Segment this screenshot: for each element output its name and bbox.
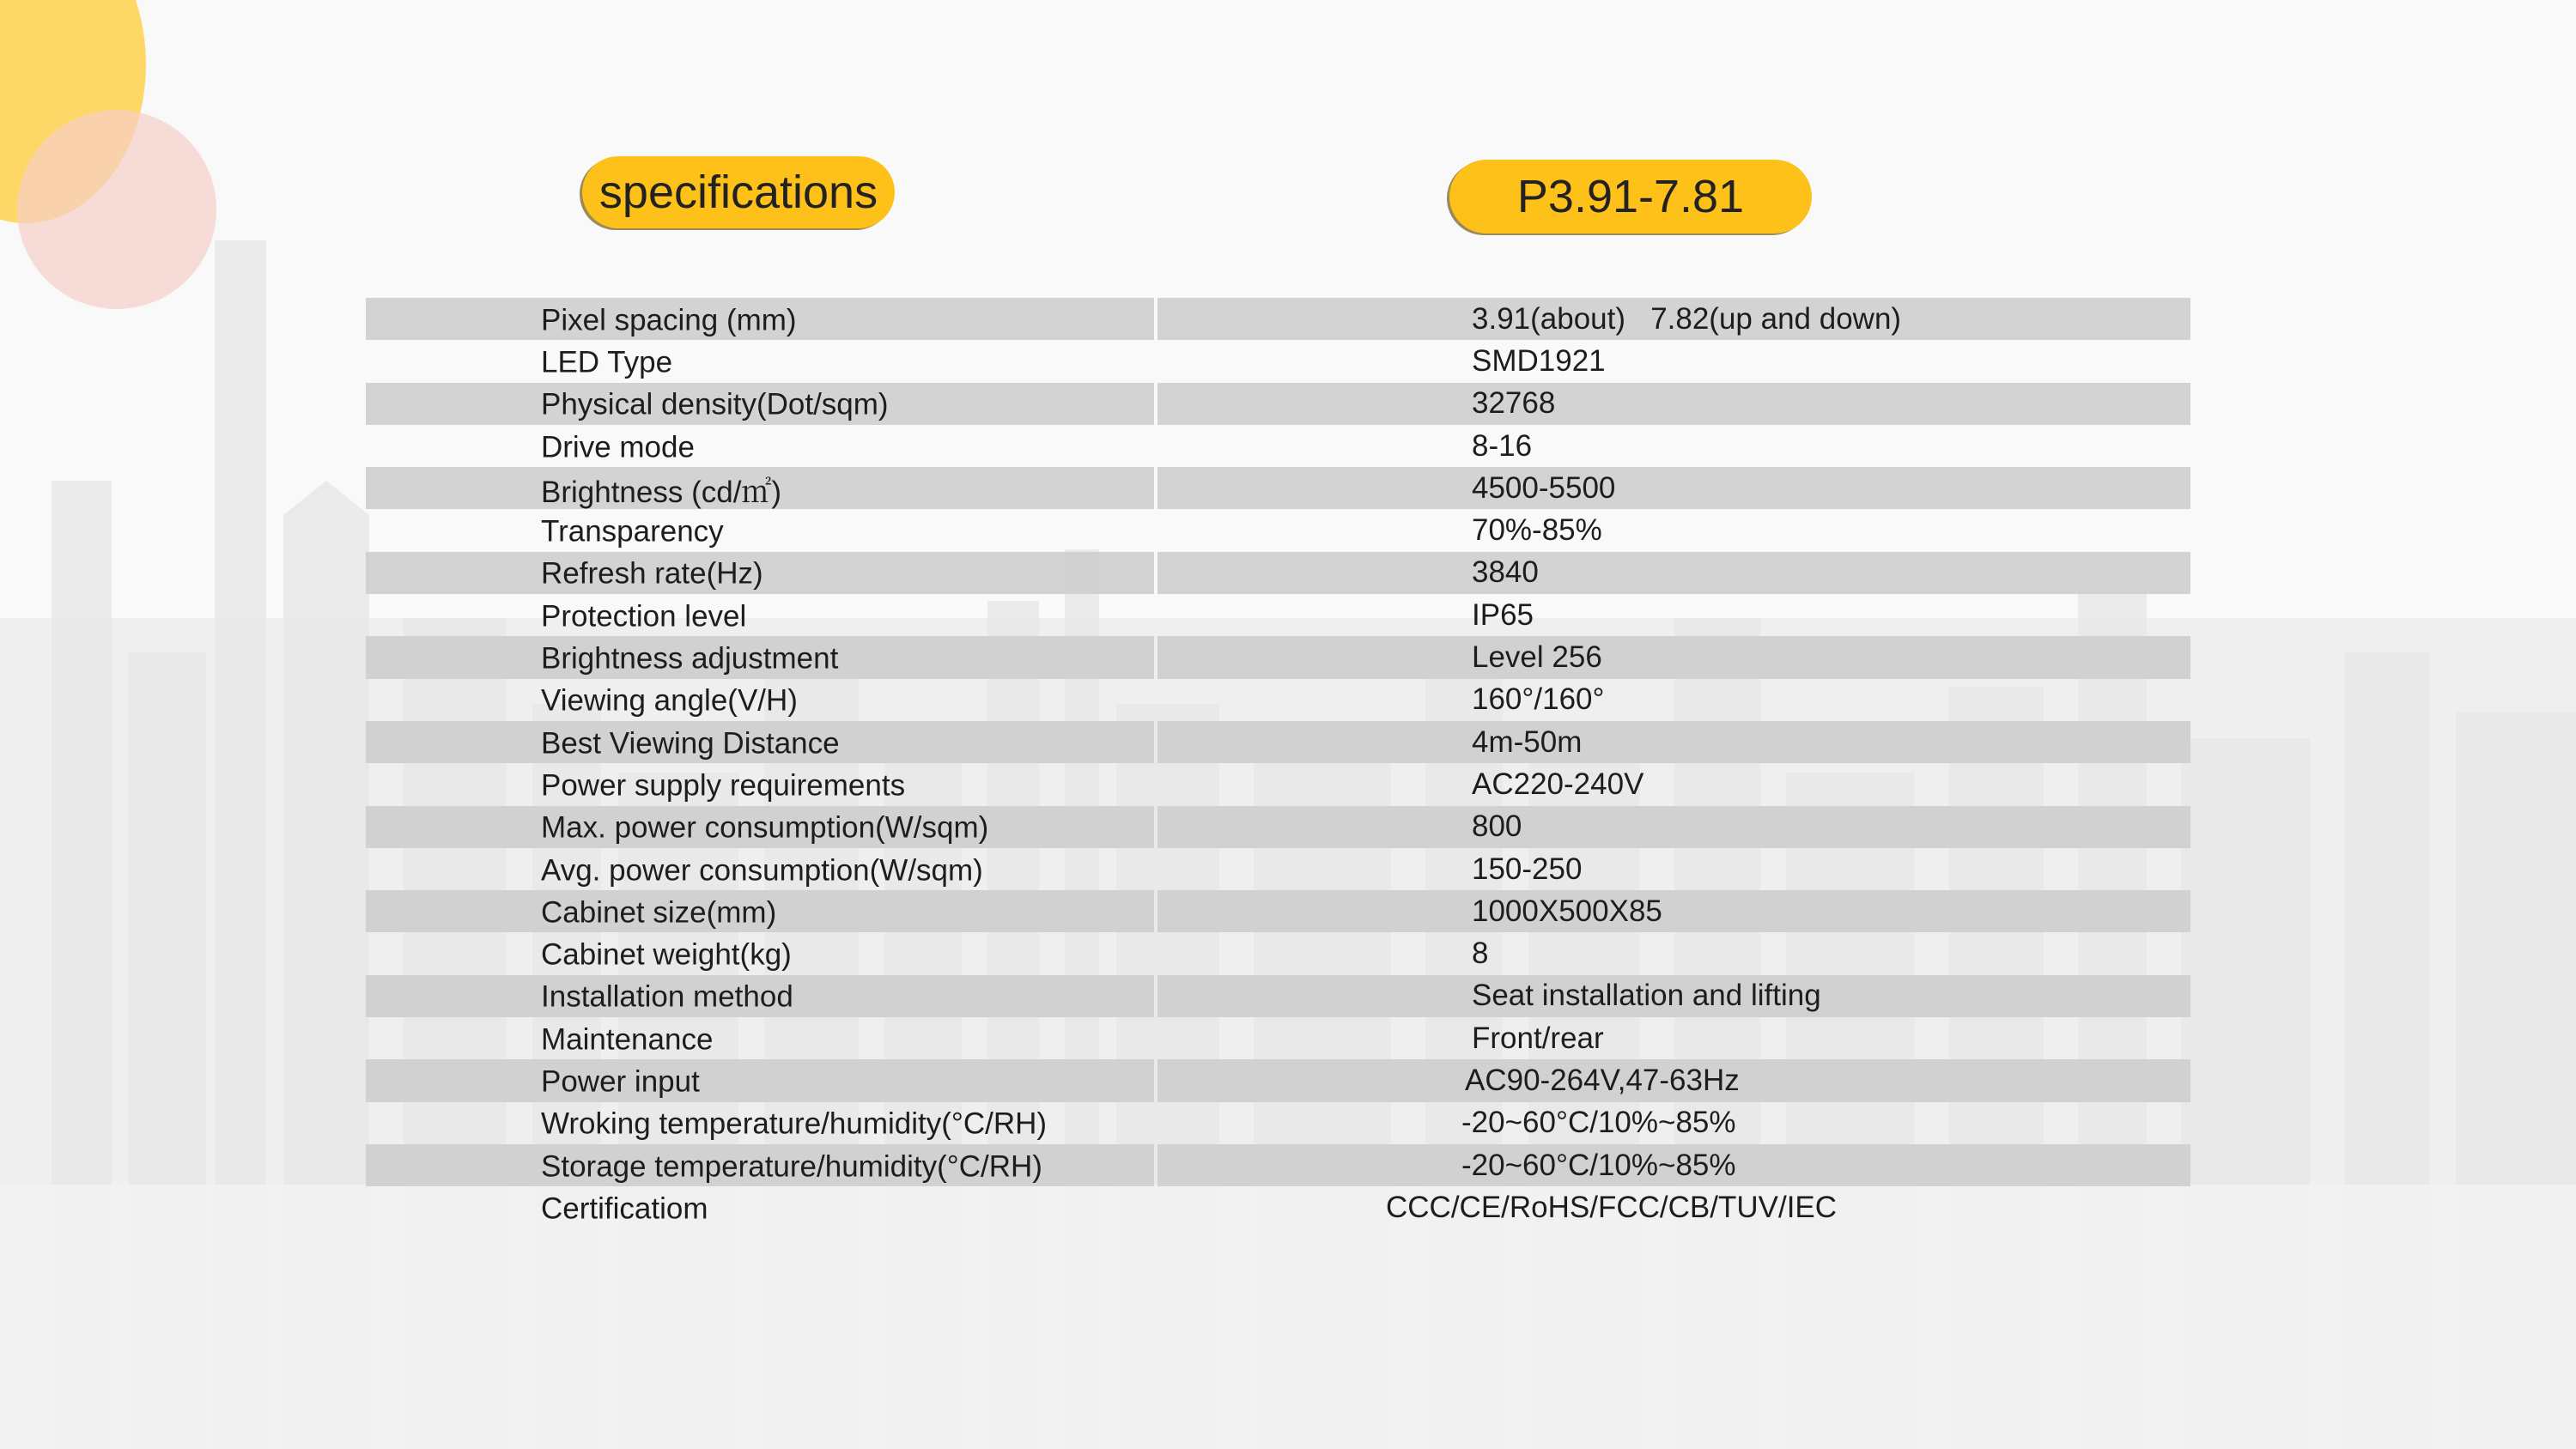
table-row xyxy=(366,848,2190,890)
row-value: Seat installation and lifting xyxy=(1472,979,1821,1013)
row-label: Physical density(Dot/sqm) xyxy=(541,387,889,421)
specifications-heading xyxy=(582,156,895,228)
row-label: Cabinet weight(kg) xyxy=(541,937,792,972)
row-value: 8-16 xyxy=(1472,428,1533,463)
row-label: Power input xyxy=(541,1064,700,1099)
table-row xyxy=(366,425,2190,467)
row-value: 4500-5500 xyxy=(1472,470,1616,505)
row-label: Wroking temperature/humidity(°C/RH) xyxy=(541,1106,1048,1141)
table-row xyxy=(366,383,2190,425)
row-label: LED Type xyxy=(541,345,673,379)
row-label: Avg. power consumption(W/sqm) xyxy=(541,853,983,888)
row-label: Power supply requirements xyxy=(541,768,906,803)
row-label: Drive mode xyxy=(541,430,695,464)
row-label: Brightness adjustment xyxy=(541,641,839,676)
row-value: -20~60°C/10%~85% xyxy=(1461,1106,1736,1140)
row-value: 3.91(about) 7.82(up and down) xyxy=(1472,301,1902,336)
table-row xyxy=(366,975,2190,1017)
table-row xyxy=(366,552,2190,594)
table-row xyxy=(366,932,2190,974)
table-row xyxy=(366,1144,2190,1186)
table-row xyxy=(366,1059,2190,1101)
row-value: Front/rear xyxy=(1472,1021,1604,1055)
row-value: IP65 xyxy=(1472,597,1534,632)
row-value: 70%-85% xyxy=(1472,513,1602,548)
row-value: 800 xyxy=(1472,809,1522,844)
row-label: Installation method xyxy=(541,979,793,1014)
row-value: -20~60°C/10%~85% xyxy=(1461,1148,1736,1182)
row-value: 8 xyxy=(1472,937,1489,971)
table-row xyxy=(366,679,2190,721)
row-value: 160°/160° xyxy=(1472,682,1605,717)
table-row xyxy=(366,721,2190,763)
row-value: 1000X500X85 xyxy=(1472,894,1662,928)
table-row xyxy=(366,340,2190,382)
row-label: Best Viewing Distance xyxy=(541,726,840,761)
row-label: Storage temperature/humidity(°C/RH) xyxy=(541,1149,1042,1184)
table-row xyxy=(366,509,2190,551)
row-value: 150-250 xyxy=(1472,852,1583,886)
row-label: Protection level xyxy=(541,599,747,634)
table-row xyxy=(366,806,2190,848)
row-label: Refresh rate(Hz) xyxy=(541,557,763,591)
row-value: 4m-50m xyxy=(1472,724,1583,759)
row-value: SMD1921 xyxy=(1472,343,1606,378)
row-value: 32768 xyxy=(1472,386,1556,421)
row-label: Pixel spacing (mm) xyxy=(541,303,797,337)
row-label: Maintenance xyxy=(541,1022,714,1057)
row-label: Transparency xyxy=(541,514,724,549)
model-heading xyxy=(1449,160,1812,233)
row-label: Certificatiom xyxy=(541,1191,708,1226)
table-row xyxy=(366,763,2190,805)
specifications-heading-text: specifications xyxy=(598,167,878,218)
model-heading-text: P3.91-7.81 xyxy=(1516,171,1745,222)
table-row xyxy=(366,467,2190,509)
row-label: Viewing angle(V/H) xyxy=(541,683,798,718)
table-row xyxy=(366,1102,2190,1144)
decorative-pink-circle xyxy=(17,110,216,309)
table-row xyxy=(366,1186,2190,1228)
row-value: 3840 xyxy=(1472,555,1539,590)
row-label: Cabinet size(mm) xyxy=(541,895,777,930)
table-row xyxy=(366,1017,2190,1059)
row-value: AC90-264V,47-63Hz xyxy=(1465,1063,1740,1097)
row-value: CCC/CE/RoHS/FCC/CB/TUV/IEC xyxy=(1386,1190,1838,1224)
table-row xyxy=(366,636,2190,678)
table-row xyxy=(366,890,2190,932)
specifications-table xyxy=(366,298,2190,1229)
row-value: AC220-240V xyxy=(1472,767,1644,801)
table-row xyxy=(366,594,2190,636)
row-label: Brightness (cd/㎡) xyxy=(541,475,782,509)
row-label: Max. power consumption(W/sqm) xyxy=(541,810,989,845)
table-row xyxy=(366,298,2190,340)
row-value: Level 256 xyxy=(1472,640,1602,675)
